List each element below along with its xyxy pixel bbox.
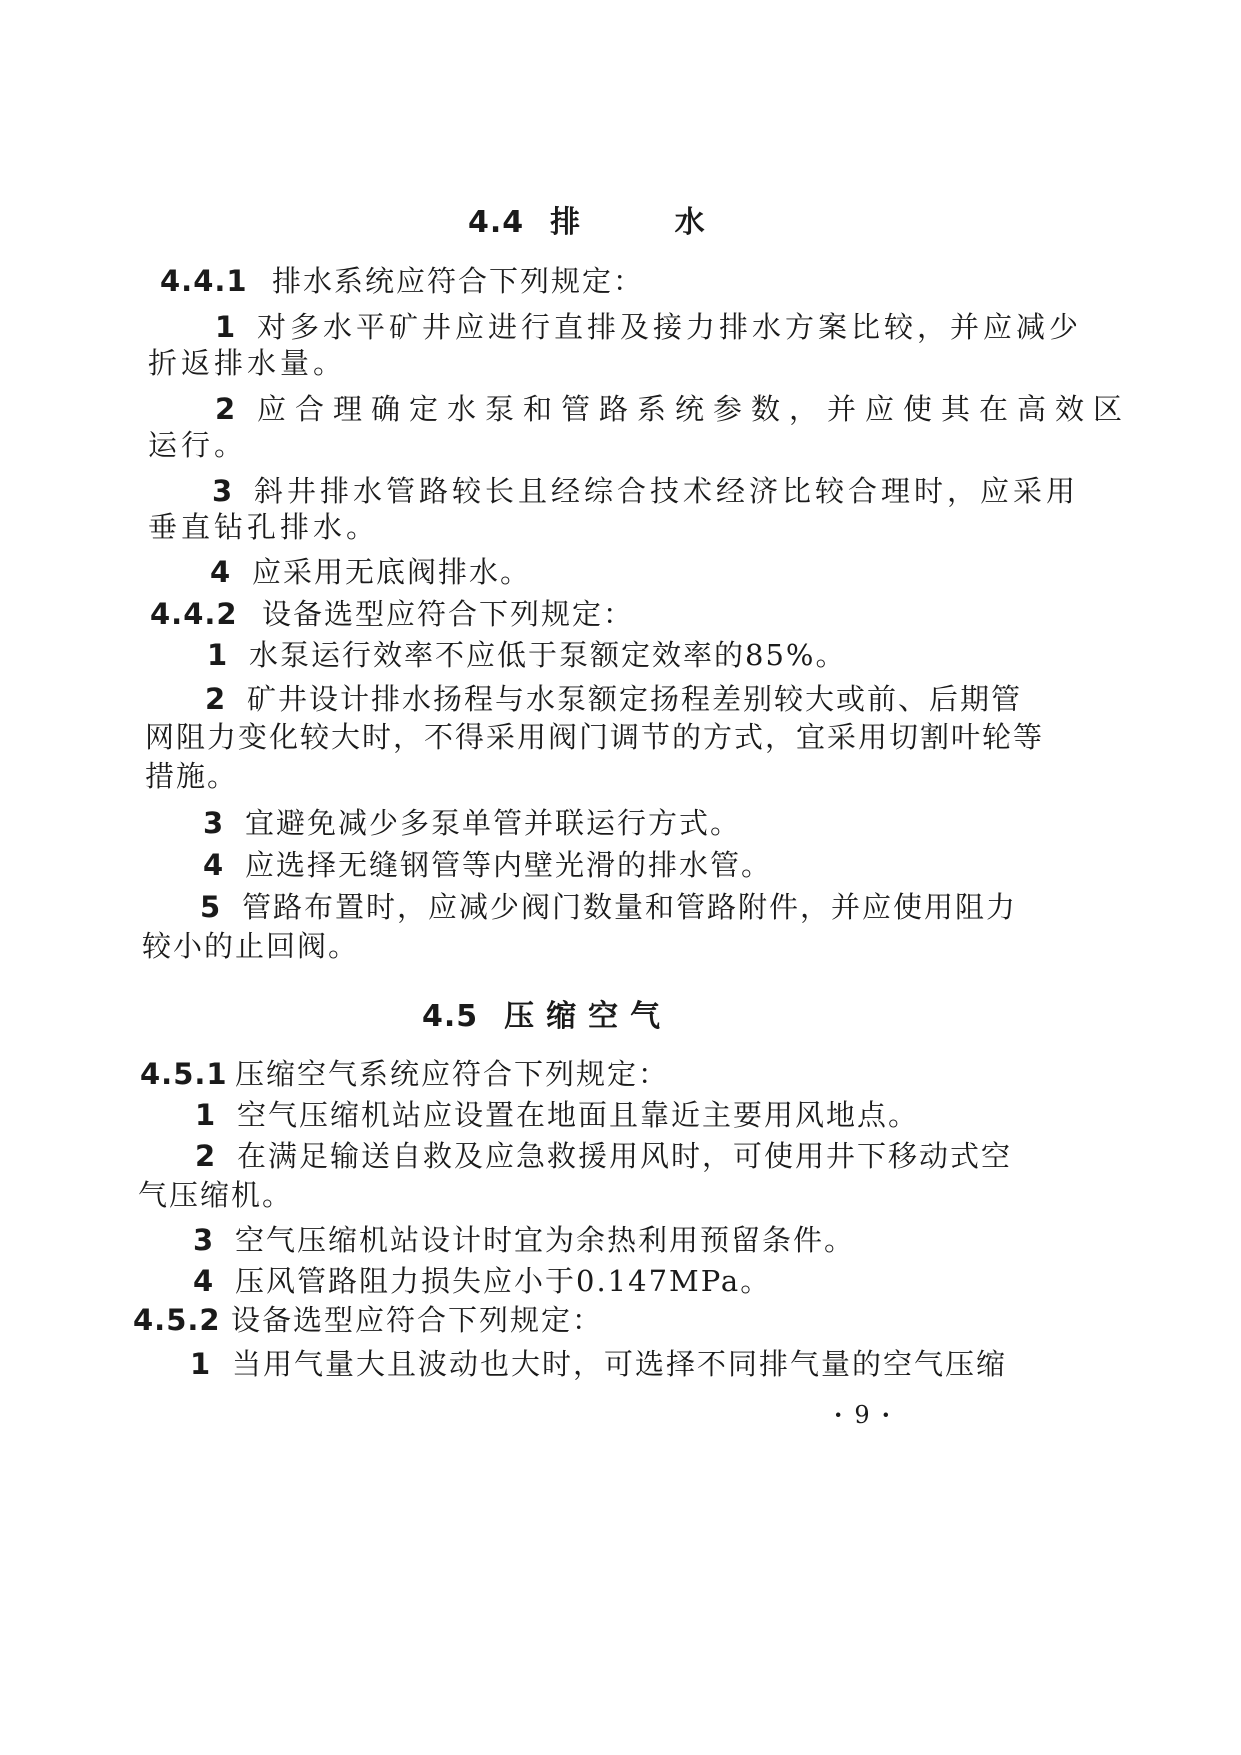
item-number: 2	[215, 392, 237, 426]
section-number: 4.4	[468, 205, 525, 240]
list-item	[200, 890, 1018, 924]
item-number: 4	[203, 848, 225, 882]
item-continuation: 垂直钻孔排水。	[148, 510, 380, 544]
item-number: 2	[205, 682, 227, 716]
item-text: 应采用无底阀排水。	[252, 555, 532, 589]
item-number: 4	[210, 555, 232, 589]
list-item	[193, 1223, 856, 1257]
item-text: 应选择无缝钢管等内壁光滑的排水管。	[245, 848, 773, 882]
clause-4-4-1	[160, 264, 645, 298]
clause-number: 4.5.1	[140, 1057, 228, 1091]
list-item	[207, 638, 847, 672]
item-number: 1	[215, 310, 237, 344]
clause-4-5-1	[140, 1057, 670, 1091]
clause-text: 设备选型应符合下列规定：	[231, 1303, 604, 1337]
item-text: 在满足输送自救及应急救援用风时，可使用井下移动式空	[237, 1139, 1013, 1173]
clause-text: 压缩空气系统应符合下列规定：	[235, 1057, 670, 1091]
list-item	[195, 1098, 920, 1132]
item-text: 管路布置时，应减少阀门数量和管路附件，并应使用阻力	[242, 890, 1018, 924]
page-number-value: 9	[854, 1401, 870, 1429]
clause-number: 4.4.2	[150, 597, 238, 631]
page-number: · 9 ·	[834, 1400, 890, 1429]
list-item	[203, 806, 742, 840]
list-item	[215, 392, 1132, 426]
item-text: 应合理确定水泵和管路系统参数，并应使其在高效区	[257, 392, 1132, 426]
item-text: 对多水平矿井应进行直排及接力排水方案比较，并应减少	[257, 310, 1083, 344]
section-heading-4-4	[468, 205, 717, 240]
item-text: 当用气量大且波动也大时，可选择不同排气量的空气压缩	[232, 1347, 1008, 1381]
item-number: 2	[195, 1139, 217, 1173]
list-item	[210, 555, 532, 589]
item-number: 5	[200, 890, 222, 924]
item-text: 空气压缩机站应设置在地面且靠近主要用风地点。	[237, 1098, 920, 1132]
item-continuation: 网阻力变化较大时，不得采用阀门调节的方式，宜采用切割叶轮等	[145, 720, 1045, 754]
clause-4-5-2	[133, 1303, 604, 1337]
item-continuation: 措施。	[145, 759, 239, 793]
item-number: 1	[190, 1347, 212, 1381]
item-continuation: 折返排水量。	[148, 346, 347, 380]
clause-text: 设备选型应符合下列规定：	[262, 597, 635, 631]
list-item	[205, 682, 1023, 716]
item-continuation: 运行。	[148, 428, 248, 462]
section-number: 4.5	[422, 999, 479, 1034]
item-text: 水泵运行效率不应低于泵额定效率的85%。	[249, 638, 847, 672]
item-text: 宜避免减少多泵单管并联运行方式。	[245, 806, 742, 840]
item-number: 1	[207, 638, 229, 672]
section-title: 排 水	[550, 205, 717, 240]
item-number: 3	[212, 474, 234, 508]
item-text: 斜井排水管路较长且经综合技术经济比较合理时，应采用	[254, 474, 1080, 508]
item-continuation: 较小的止回阀。	[142, 929, 360, 963]
item-text: 压风管路阻力损失应小于0.147MPa。	[235, 1264, 772, 1298]
clause-4-4-2	[150, 597, 635, 631]
item-number: 3	[203, 806, 225, 840]
item-text: 矿井设计排水扬程与水泵额定扬程差别较大或前、后期管	[247, 682, 1023, 716]
item-text: 空气压缩机站设计时宜为余热利用预留条件。	[235, 1223, 856, 1257]
item-continuation: 气压缩机。	[138, 1178, 294, 1212]
section-title: 压缩空气	[504, 999, 673, 1034]
clause-text: 排水系统应符合下列规定：	[272, 264, 645, 298]
list-item	[215, 310, 1083, 344]
item-number: 4	[193, 1264, 215, 1298]
list-item	[193, 1264, 772, 1298]
item-number: 3	[193, 1223, 215, 1257]
list-item	[190, 1347, 1008, 1381]
list-item	[212, 474, 1080, 508]
item-number: 1	[195, 1098, 217, 1132]
clause-number: 4.4.1	[160, 264, 248, 298]
section-heading-4-5	[422, 999, 673, 1034]
list-item	[195, 1139, 1013, 1173]
clause-number: 4.5.2	[133, 1303, 221, 1337]
list-item	[203, 848, 773, 882]
